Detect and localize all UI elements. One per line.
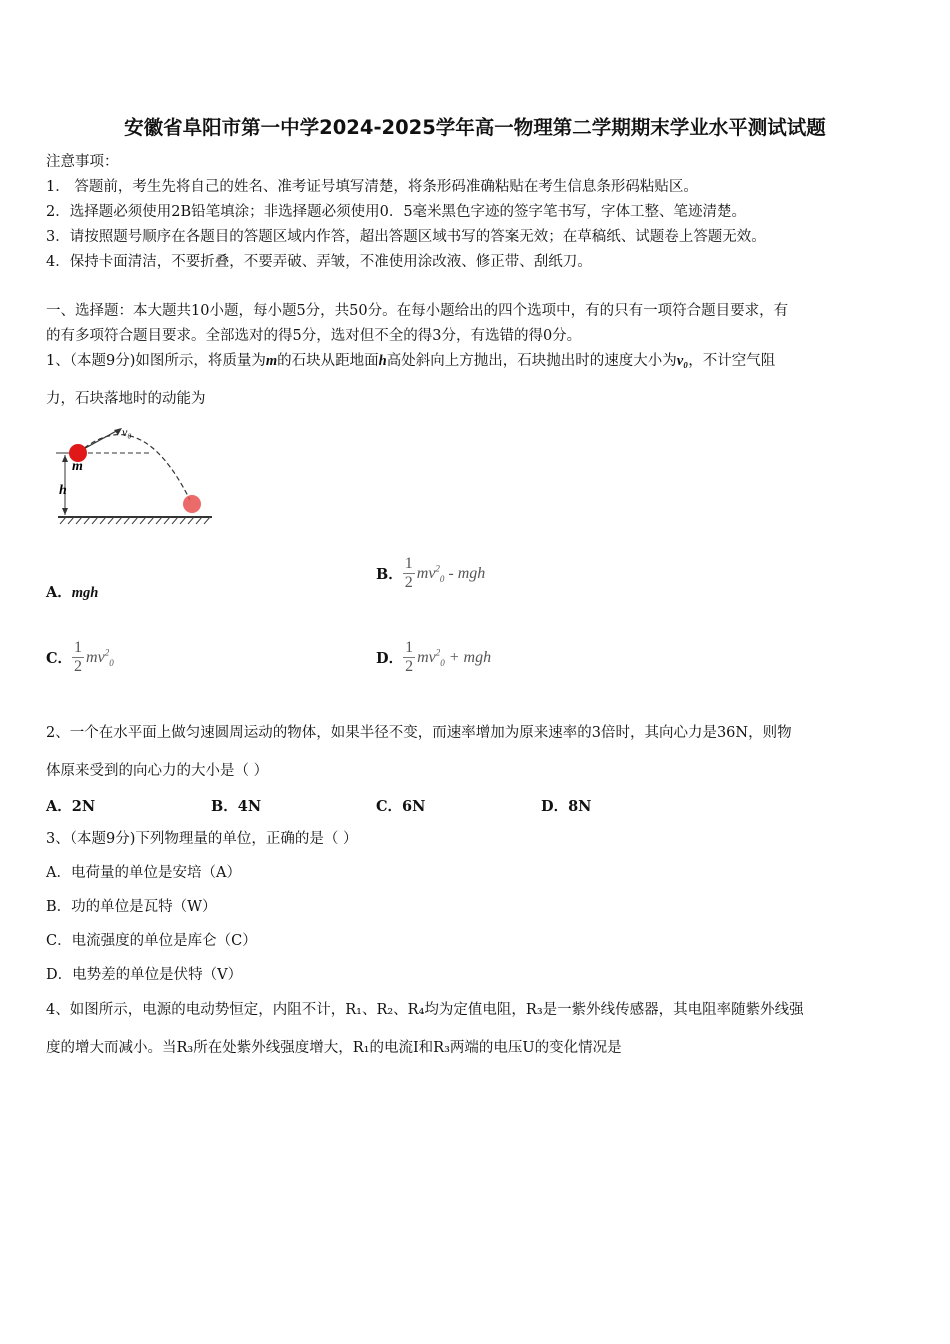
option-text: mgh (71, 585, 99, 601)
question-1-stem-line2: 力，石块落地时的动能为 (46, 391, 206, 407)
m-label: m (72, 459, 83, 474)
fraction-numerator: 1 (74, 639, 83, 656)
expr-text: mv (416, 564, 436, 582)
option-a[interactable] (46, 581, 98, 602)
v0-label: v₀ (122, 425, 132, 439)
option-label: D． (376, 650, 404, 667)
fraction-numerator: 1 (405, 639, 414, 656)
option-expression (417, 649, 491, 666)
fraction-denominator: 2 (405, 658, 414, 675)
notice-item: 4．保持卡面清洁，不要折叠，不要弄破、弄皱，不准使用涂改液、修正带、刮纸刀。 (46, 254, 592, 270)
fraction-denominator: 2 (404, 574, 413, 591)
height-arrow-head (62, 455, 68, 462)
section-intro: 一、选择题：本大题共10小题，每小题5分，共50分。在每小题给出的四个选项中，有的只有一项符合题目要求，有 (46, 303, 789, 319)
page-title: 安徽省阜阳市第一中学2024-2025学年高一物理第二学期期末学业水平测试试题 (124, 116, 826, 139)
stone-end (183, 495, 201, 513)
expr-tail: + mgh (444, 648, 492, 666)
notice-item: 2．选择题必须使用2B铅笔填涂；非选择题必须使用0．5毫米黑色字迹的签字笔书写，字体工整、笔迹清楚。 (46, 204, 747, 220)
question-4-stem: 4、如图所示，电源的电动势恒定，内阻不计，R₁、R₂、R₄均为定值电阻，R₃是一紫外线传感器，其电阻率随紫外线强 (46, 1002, 804, 1018)
q1-var-h: h (378, 353, 387, 369)
fraction-numerator: 1 (404, 555, 413, 572)
question-1-stem (46, 351, 775, 371)
option-d[interactable] (376, 639, 491, 676)
question-3-stem: 3、（本题9分)下列物理量的单位，正确的是（ ） (46, 831, 358, 847)
ground-hatch (60, 517, 210, 524)
notice-item: 3．请按照题号顺序在各题目的答题区域内作答，超出答题区域书写的答案无效；在草稿纸、试题卷上答题无效。 (46, 229, 766, 245)
height-arrow-head (62, 508, 68, 515)
expr-sup: 2 (104, 647, 110, 658)
q1-text: ，不计空气阻 (688, 353, 776, 369)
expr-text: mv (86, 648, 105, 666)
fraction (403, 639, 415, 676)
q2-option-d[interactable]: D．8N (541, 798, 592, 815)
q1-text: 1、（本题9分)如图所示，将质量为 (46, 353, 266, 369)
question-2-stem: 2、一个在水平面上做匀速圆周运动的物体，如果半径不变，而速率增加为原来速率的3倍时，其向心力是36N，则物 (46, 725, 792, 741)
question-4-stem-line2: 度的增大而减小。当R₃所在处紫外线强度增大，R₁的电流I和R₃两端的电压U的变化情况是 (46, 1040, 622, 1056)
projectile-figure (50, 420, 220, 525)
fraction-denominator: 2 (74, 658, 83, 675)
option-expression (86, 649, 114, 666)
velocity-vector (80, 429, 120, 451)
q1-text: 的石块从距地面 (277, 353, 379, 369)
h-label: h (59, 483, 67, 498)
option-c[interactable] (46, 639, 114, 676)
expr-tail: - mgh (444, 564, 486, 582)
q1-var-v0: v₀ (676, 353, 689, 369)
q3-option-d[interactable]: D．电势差的单位是伏特（V） (46, 967, 243, 983)
fraction (72, 639, 84, 676)
option-expression (417, 565, 486, 582)
q3-option-b[interactable]: B．功的单位是瓦特（W） (46, 899, 217, 915)
q2-option-a[interactable]: A．2N (46, 798, 96, 815)
q3-option-a[interactable]: A．电荷量的单位是安培（A） (46, 865, 241, 881)
option-label: C． (46, 650, 73, 667)
notice-heading: 注意事项： (46, 154, 119, 170)
option-b[interactable] (376, 555, 485, 592)
expr-text: mv (417, 648, 436, 666)
q2-option-b[interactable]: B．4N (211, 798, 262, 815)
q3-option-c[interactable]: C．电流强度的单位是库仑（C） (46, 933, 257, 949)
option-label: A． (46, 584, 72, 601)
q2-option-c[interactable]: C．6N (376, 798, 426, 815)
expr-sub: 0 (440, 657, 445, 668)
expr-sub: 0 (439, 573, 445, 584)
expr-sub: 0 (109, 657, 114, 668)
section-intro: 的有多项符合题目要求。全部选对的得5分，选对但不全的得3分，有选错的得0分。 (46, 328, 582, 344)
option-label: B． (376, 566, 403, 583)
notice-item: 1． 答题前，考生先将自己的姓名、准考证号填写清楚，将条形码准确粘贴在考生信息条形码粘贴区。 (46, 179, 698, 195)
trajectory-path (78, 435, 190, 500)
q1-var-m: m (265, 353, 278, 369)
fraction (403, 555, 415, 592)
question-2-stem-line2: 体原来受到的向心力的大小是（ ） (46, 763, 269, 779)
expr-sup: 2 (435, 647, 441, 658)
q1-text: 高处斜向上方抛出，石块抛出时的速度大小为 (386, 353, 677, 369)
expr-sup: 2 (435, 563, 440, 574)
